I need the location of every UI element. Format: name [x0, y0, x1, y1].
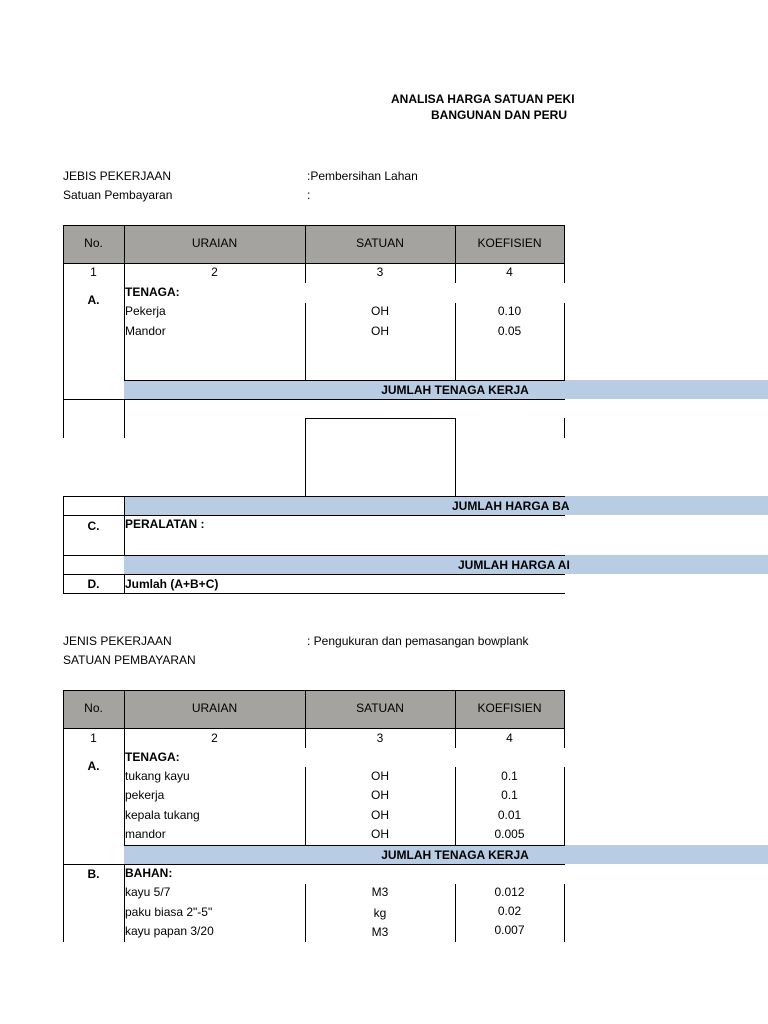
material-item-coef: 0.007	[494, 923, 525, 937]
material-total-band	[124, 496, 768, 515]
col-number-1: 1	[90, 731, 97, 745]
header-koefisien: KOEFISIEN	[477, 701, 542, 715]
material-item-name: kayu 5/7	[125, 885, 171, 899]
labor-item-unit: OH	[371, 827, 389, 841]
job-type-value-2: : Pengukuran dan pemasangan bowplank	[307, 634, 529, 648]
labor-item-unit: OH	[371, 788, 389, 802]
header-no: No.	[84, 701, 103, 715]
labor-item-name: tukang kayu	[125, 769, 190, 783]
labor-item-name: kepala tukang	[125, 808, 200, 822]
group-a-letter: A.	[87, 293, 100, 307]
labor-item-coef: 0.01	[497, 808, 522, 822]
header-satuan: SATUAN	[356, 701, 404, 715]
col-number-1: 1	[90, 265, 97, 279]
job-type-value: :Pembersihan Lahan	[307, 169, 418, 183]
col-number-2: 2	[211, 265, 218, 279]
material-item-coef: 0.02	[497, 904, 522, 918]
equipment-total-band	[124, 555, 768, 574]
group-a-label: TENAGA:	[125, 285, 180, 299]
header-uraian: URAIAN	[191, 236, 238, 250]
header-uraian: URAIAN	[191, 701, 238, 715]
col-number-4: 4	[506, 731, 513, 745]
labor-item-name: mandor	[125, 827, 166, 841]
group-d-letter: D.	[87, 577, 100, 591]
material-item-coef: 0.012	[494, 885, 525, 899]
payment-unit-value: :	[307, 188, 311, 202]
title-line-1: ANALISA HARGA SATUAN PEKI	[391, 92, 575, 106]
group-a-label: TENAGA:	[125, 750, 180, 764]
labor-item-coef: 0.1	[501, 769, 518, 783]
job-type-label-2: JENIS PEKERJAAN	[63, 634, 172, 648]
labor-item-unit: OH	[371, 304, 389, 318]
labor-total-label: JUMLAH TENAGA KERJA	[381, 383, 529, 397]
group-b-letter: B.	[87, 867, 100, 881]
title-line-2: BANGUNAN DAN PERU	[431, 108, 568, 122]
labor-total-label: JUMLAH TENAGA KERJA	[381, 848, 529, 862]
labor-item-coef: 0.05	[497, 324, 522, 338]
labor-item-unit: OH	[371, 769, 389, 783]
material-item-name: kayu papan 3/20	[125, 924, 214, 938]
group-b-label: BAHAN:	[125, 866, 173, 880]
labor-item-coef: 0.1	[501, 788, 518, 802]
header-satuan: SATUAN	[356, 236, 404, 250]
equipment-total-label: JUMLAH HARGA AI	[458, 558, 570, 572]
labor-item-unit: OH	[371, 808, 389, 822]
header-koefisien: KOEFISIEN	[477, 236, 542, 250]
payment-unit-label: Satuan Pembayaran	[63, 188, 173, 202]
job-type-label: JEBIS PEKERJAAN	[63, 169, 172, 183]
col-number-3: 3	[376, 731, 384, 745]
group-c-letter: C.	[87, 519, 100, 533]
material-item-unit: M3	[371, 885, 389, 899]
material-item-unit: M3	[371, 925, 389, 939]
labor-item-coef: 0.005	[494, 827, 525, 841]
col-number-4: 4	[506, 265, 513, 279]
material-item-unit: kg	[373, 906, 387, 920]
labor-item-coef: 0.10	[497, 304, 522, 318]
labor-item-name: Pekerja	[125, 304, 166, 318]
col-number-2: 2	[211, 731, 218, 745]
group-d-label: Jumlah (A+B+C)	[125, 577, 219, 591]
header-no: No.	[84, 236, 103, 250]
group-c-label: PERALATAN :	[125, 517, 205, 531]
group-a-letter: A.	[87, 759, 100, 773]
labor-item-name: Mandor	[125, 324, 166, 338]
col-number-3: 3	[376, 265, 384, 279]
labor-item-name: pekerja	[125, 788, 165, 802]
material-item-name: paku biasa 2"-5"	[125, 905, 213, 919]
material-total-label: JUMLAH HARGA BA	[452, 499, 570, 513]
payment-unit-label-2: SATUAN PEMBAYARAN	[63, 653, 196, 667]
labor-item-unit: OH	[371, 324, 389, 338]
